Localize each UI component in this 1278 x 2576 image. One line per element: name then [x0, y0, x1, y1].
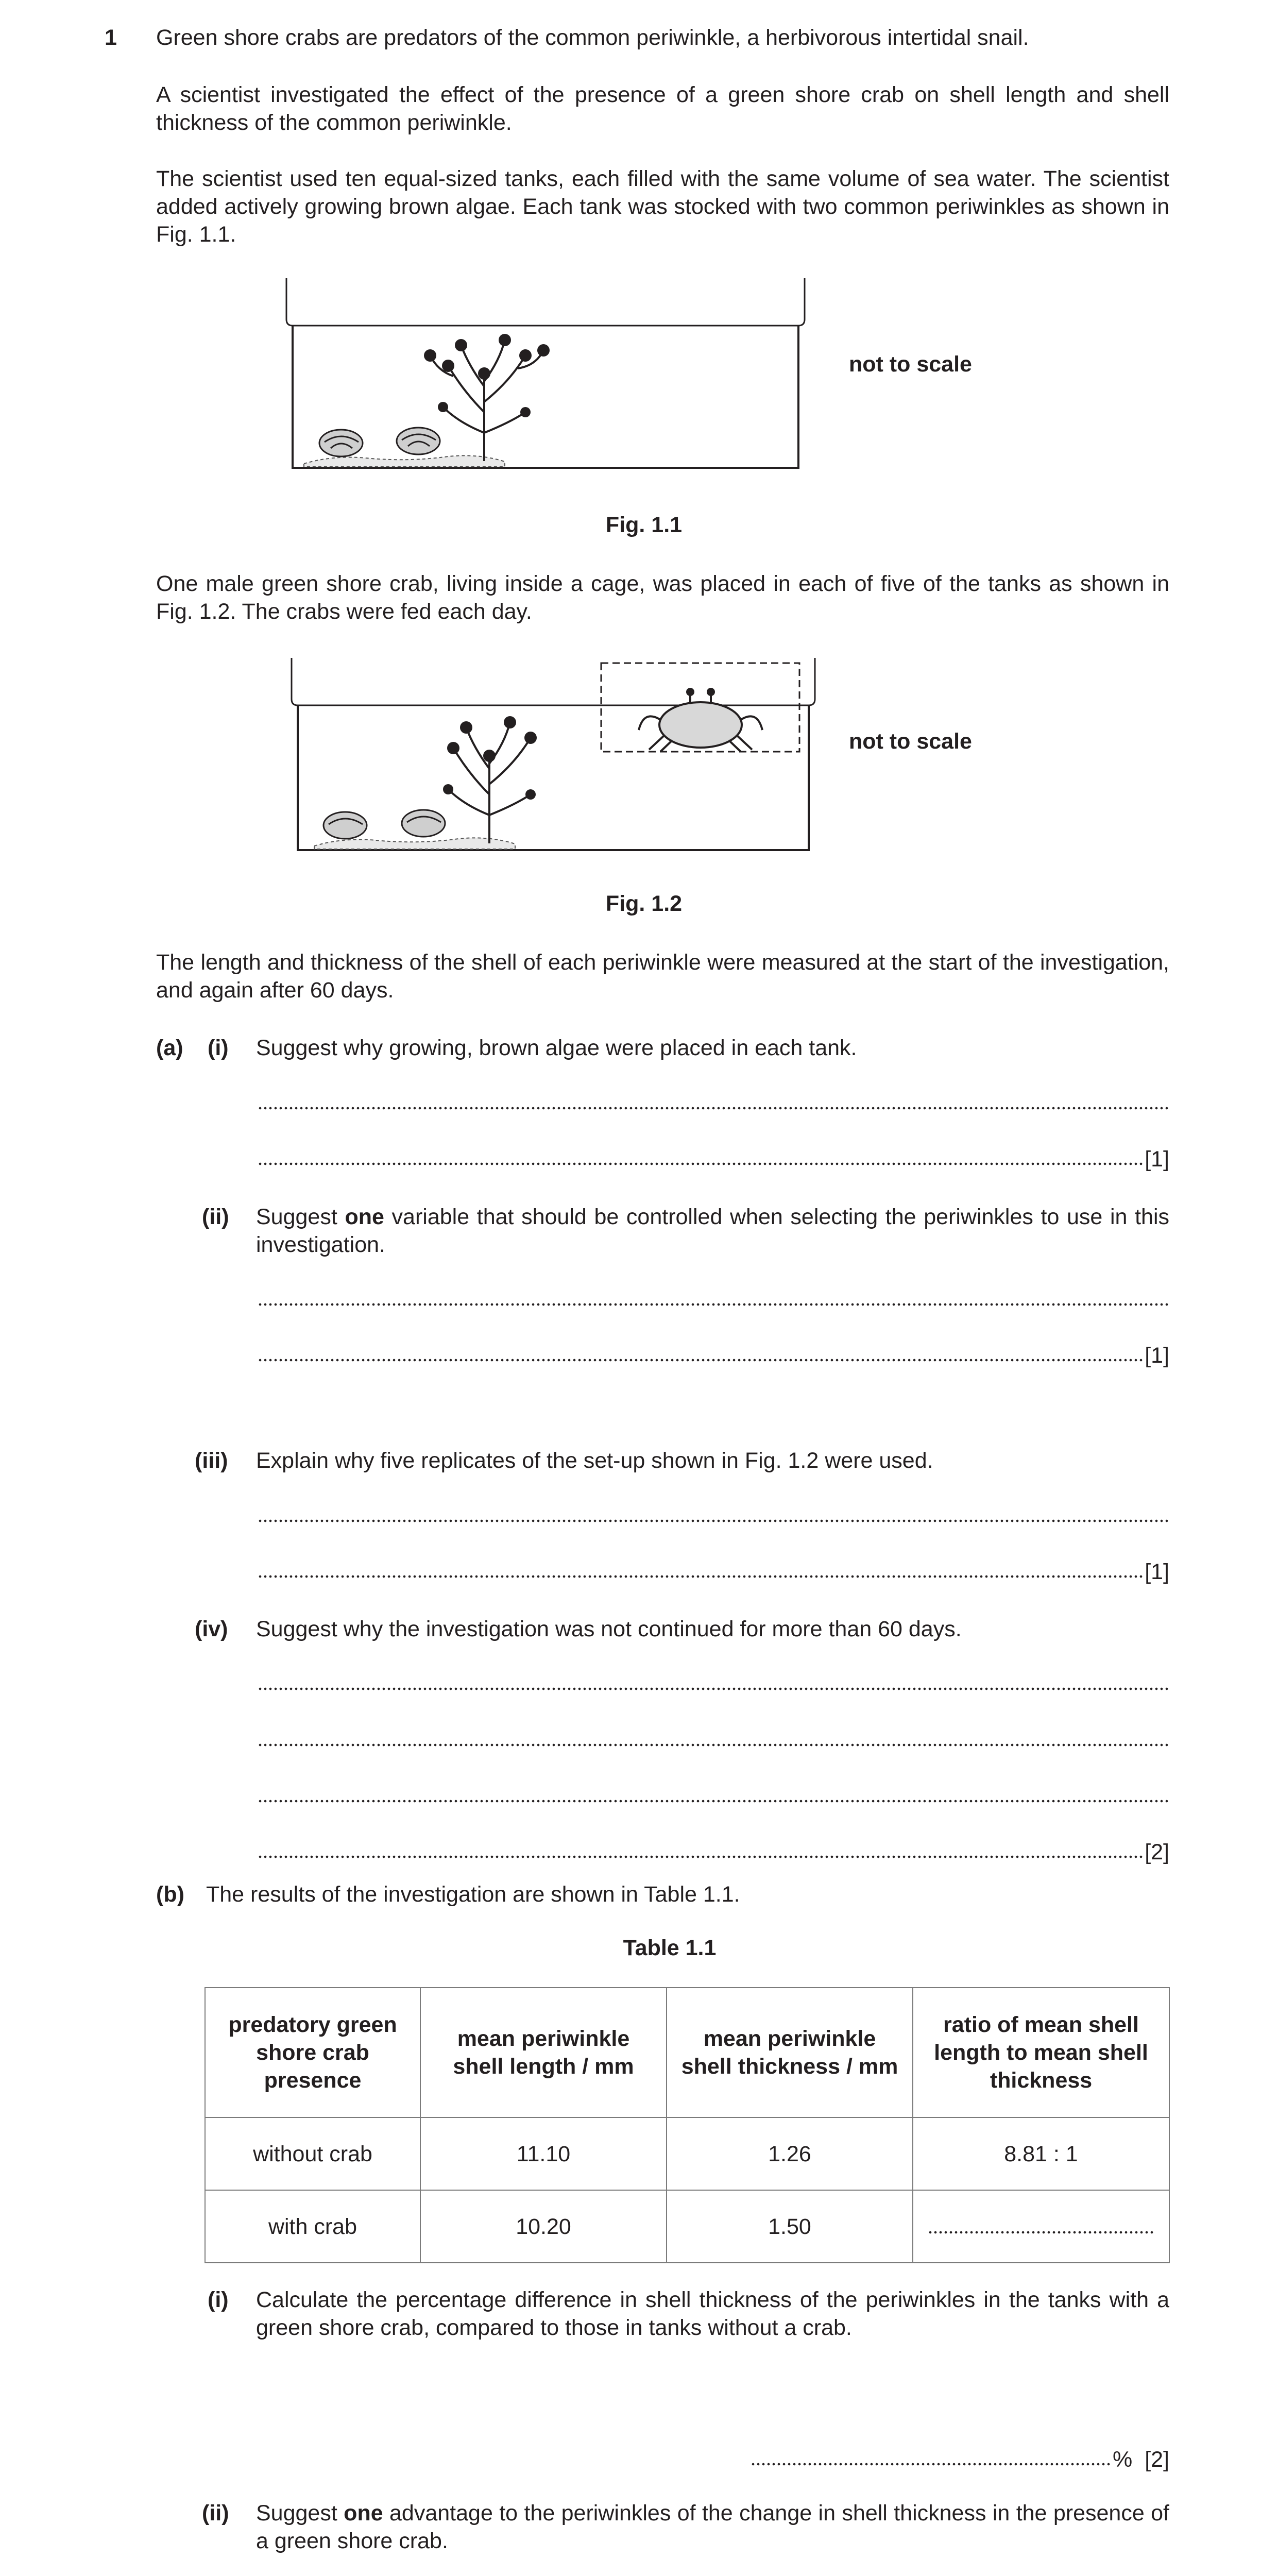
answer-line[interactable]	[258, 1162, 1144, 1166]
mark-allocation: [1]	[1145, 1343, 1169, 1368]
header-shell-length: mean periwinkle shell length / mm	[420, 1988, 667, 2117]
percentage-unit: %	[1113, 2447, 1133, 2472]
results-table	[205, 1987, 1170, 2263]
answer-line[interactable]	[258, 1574, 1144, 1579]
mark-allocation: [1]	[1145, 1147, 1169, 1172]
table-cell: 10.20	[420, 2190, 667, 2263]
table-row	[205, 2117, 1169, 2190]
part-a-label: (a)	[156, 1036, 183, 1060]
intro-paragraph-5: The length and thickness of the shell of each periwinkle were measured at the start of the investigation, and again after 60 days.	[156, 950, 1169, 1003]
part-a-ii-question: Suggest one variable that should be controlled when selecting the periwinkles to use in this investigation.	[256, 1205, 1170, 1257]
table-cell: without crab	[205, 2117, 420, 2190]
answer-line[interactable]	[258, 1855, 1144, 1859]
ratio-answer-cell[interactable]	[913, 2190, 1169, 2263]
table-cell: 1.50	[667, 2190, 913, 2263]
part-a-iv-question: Suggest why the investigation was not continued for more than 60 days.	[256, 1617, 962, 1641]
table-header-row	[205, 1988, 1169, 2117]
part-a-ii-label: (ii)	[202, 1205, 229, 1229]
part-b-i-label: (i)	[208, 2287, 229, 2312]
part-b-intro: The results of the investigation are shown in Table 1.1.	[206, 1882, 740, 1907]
part-a-iii-label: (iii)	[195, 1448, 228, 1473]
part-a-i-label: (i)	[208, 1036, 229, 1060]
part-b-label: (b)	[156, 1882, 184, 1907]
figure-1-1-tank	[283, 278, 809, 474]
intro-paragraph-1: Green shore crabs are predators of the common periwinkle, a herbivorous intertidal snail.	[156, 25, 1029, 50]
header-shell-thickness: mean periwinkle shell thickness / mm	[667, 1988, 913, 2117]
green-shore-crab-icon	[639, 689, 762, 752]
answer-line[interactable]	[258, 1302, 1169, 1307]
figure-1-2-caption: Fig. 1.2	[605, 891, 683, 916]
part-b-i-question: Calculate the percentage difference in shell thickness of the periwinkles in the tanks with a green shore crab, compared to those in tanks without a crab.	[256, 2287, 1169, 2340]
figure-1-2-tank-with-crab	[288, 658, 819, 856]
mark-allocation: [2]	[1145, 1840, 1169, 1865]
percentage-answer-line[interactable]	[751, 2462, 1111, 2466]
table-cell: 11.10	[420, 2117, 667, 2190]
figure-1-1-scale-note: not to scale	[849, 352, 972, 377]
periwinkle-right-icon	[397, 428, 440, 454]
question-number: 1	[105, 25, 117, 50]
periwinkle-left-icon	[319, 430, 363, 456]
table-cell: 1.26	[667, 2117, 913, 2190]
header-ratio: ratio of mean shell length to mean shell thickness	[913, 1988, 1169, 2117]
part-a-iii-question: Explain why five replicates of the set-up shown in Fig. 1.2 were used.	[256, 1448, 933, 1473]
table-cell: 8.81 : 1	[913, 2117, 1169, 2190]
intro-paragraph-4: One male green shore crab, living inside a cage, was placed in each of five of the tanks as shown in Fig. 1.2. The crabs were fed each day.	[156, 571, 1169, 624]
answer-line[interactable]	[258, 1799, 1169, 1803]
part-a-i-question: Suggest why growing, brown algae were placed in each tank.	[256, 1036, 857, 1060]
header-crab-presence: predatory green shore crab presence	[205, 1988, 420, 2117]
figure-1-1-caption: Fig. 1.1	[605, 513, 683, 537]
mark-allocation: [1]	[1145, 1560, 1169, 1584]
answer-line[interactable]	[258, 1358, 1144, 1362]
answer-line[interactable]	[258, 1687, 1169, 1691]
table-1-1-title: Table 1.1	[623, 1936, 717, 1960]
intro-paragraph-3: The scientist used ten equal-sized tanks, each filled with the same volume of sea water. The scientist added actively growing brown algae. Each tank was stocked with two common periwinkles as shown in Fig. 1.1.	[156, 166, 1169, 247]
part-a-iv-label: (iv)	[195, 1617, 228, 1641]
table-row	[205, 2190, 1169, 2263]
answer-line[interactable]	[258, 1106, 1169, 1110]
answer-line[interactable]	[258, 1743, 1169, 1747]
answer-line[interactable]	[258, 1519, 1169, 1523]
answer-line[interactable]	[928, 2230, 1154, 2234]
intro-paragraph-2: A scientist investigated the effect of the presence of a green shore crab on shell length and shell thickness of the common periwinkle.	[156, 82, 1169, 135]
table-cell: with crab	[205, 2190, 420, 2263]
figure-1-2-scale-note: not to scale	[849, 729, 972, 754]
mark-allocation: [2]	[1145, 2447, 1169, 2472]
part-b-ii-label: (ii)	[202, 2501, 229, 2526]
part-b-ii-question: Suggest one advantage to the periwinkles of the change in shell thickness in the presence of a green shore crab.	[256, 2501, 1169, 2553]
